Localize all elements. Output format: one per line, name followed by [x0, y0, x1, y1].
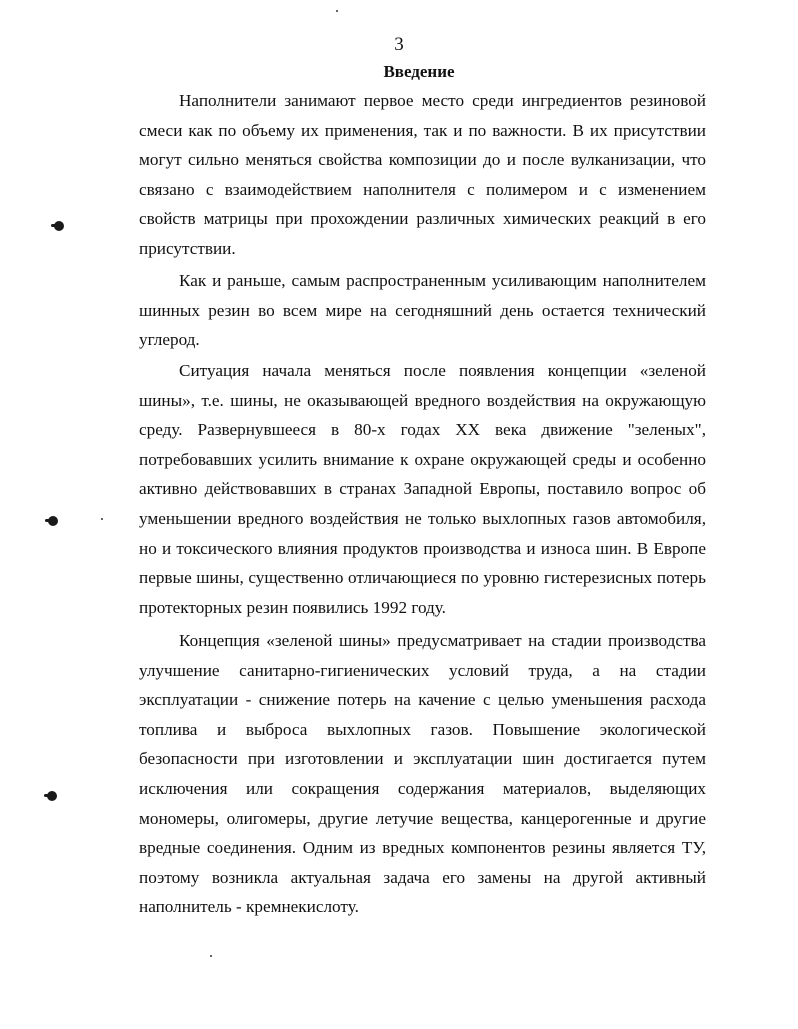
paragraph-4 — [139, 626, 706, 922]
paragraph-1 — [139, 86, 706, 264]
section-heading: Введение — [383, 62, 455, 81]
binding-hole-mark-bottom — [47, 791, 57, 801]
paragraph-3-text: Ситуация начала меняться после появления концепции «зеленой шины», т.е. шины, не оказывающей вредного воздействия на окружающую среду. Развернувшееся в 80-х годах XX века движение "зеленых", потребовавших усилить внимание к охране окружающей среды и особенно активно действовавших в странах Западной Европы, поставило вопрос об уменьшении вредного воздействия не только выхлопных газов автомобиля, но и токсического влияния продуктов производства и износа шин. В Европе первые шины, существенно отличающиеся по уровню гистерезисных потерь протекторных резин появились 1992 году. — [139, 361, 706, 617]
page-number: 3 — [394, 34, 404, 55]
scan-speck — [101, 518, 103, 520]
paragraph-2 — [139, 266, 706, 355]
paragraph-3 — [139, 356, 706, 622]
scan-speck — [336, 10, 338, 12]
binding-hole-mark-middle — [48, 516, 58, 526]
binding-hole-mark-top — [54, 221, 64, 231]
paragraph-2-text: Как и раньше, самым распространенным усиливающим наполнителем шинных резин во всем мире на сегодняшний день остается технический углерод. — [139, 271, 706, 350]
paragraph-4-text: Концепция «зеленой шины» предусматривает на стадии производства улучшение санитарно-гигиенических условий труда, а на стадии эксплуатации - снижение потерь на качение с целью уменьшения расхода топлива и выброса выхлопных газов. Повышение экологической безопасности при изготовлении и эксплуатации шин достигается путем исключения или сокращения содержания материалов, выделяющих мономеры, олигомеры, другие летучие вещества, канцерогенные и другие вредные соединения. Одним из вредных компонентов резины является ТУ, поэтому возникла актуальная задача его замены на другой активный наполнитель - кремнекислоту. — [139, 631, 706, 917]
paragraph-1-text: Наполнители занимают первое место среди ингредиентов резиновой смеси как по объему их применения, так и по важности. В их присутствии могут сильно меняться свойства композиции до и после вулканизации, что связано с взаимодействием наполнителя с полимером и с изменением свойств матрицы при прохождении различных химических реакций в его присутствии. — [139, 91, 706, 258]
scan-speck — [210, 955, 212, 957]
